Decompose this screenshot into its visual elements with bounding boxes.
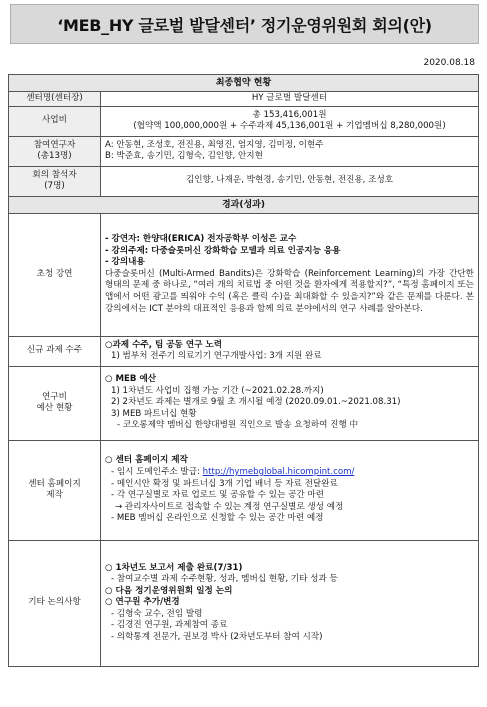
homepage-item-5: - MEB 멤버십 온라인으로 신청할 수 있는 공간 마련 예정 (111, 513, 324, 524)
homepage-item-1 (105, 467, 474, 479)
center-label: 센터명(센터장) (9, 92, 101, 107)
researchers-label: 참여연구자 (33, 139, 76, 150)
homepage-domain-label: - 임시 도메인주소 발급: (111, 466, 203, 477)
budget-status-item-3-sub: - 코오롱제약 멤버십 한양대병원 직인으로 발송 요청하여 진행 中 (117, 420, 359, 431)
other-item-1: - 참여교수별 과제 수주현황, 성과, 멤버십 현황, 기타 성과 등 (111, 574, 338, 585)
lecture-label: 초청 강연 (9, 213, 101, 336)
homepage-label-2: 제작 (46, 490, 63, 501)
lecture-cell (101, 213, 479, 336)
budget-total: 총 153,416,001원 (252, 109, 327, 120)
homepage-cell (101, 440, 479, 540)
other-item-3: - 김경진 연구원, 과제참여 종료 (111, 620, 228, 631)
homepage-item-4: → 관리자사이트로 접속할 수 있는 계정 연구실별로 생성 예정 (115, 501, 344, 512)
attendees-list: 김인향, 나재운, 박현경, 송기민, 안동현, 전진용, 조성호 (101, 166, 479, 196)
researchers-group-a: A: 안동현, 조성호, 전진용, 최영진, 엄지영, 김미정, 이현주 (105, 139, 324, 150)
document-date: 2020.08.18 (423, 58, 475, 68)
budget-cell (101, 106, 479, 136)
other-head-1: ○ 1차년도 보고서 제출 완료(7/31) (105, 562, 243, 573)
attendees-label-cell (9, 166, 101, 196)
budget-status-cell (101, 366, 479, 440)
attendees-count: (7명) (44, 181, 65, 192)
homepage-domain-link[interactable]: http://hymebglobal.hicompint.com/ (202, 466, 355, 477)
budget-status-head: ○ MEB 예산 (105, 374, 157, 385)
document-title: ‘MEB_HY 글로벌 발달센터’ 정기운영위원회 회의(안) (10, 4, 479, 44)
results-section-header: 경과(성과) (9, 196, 479, 213)
homepage-item-2: - 메인시안 확정 및 파트너십 3개 기업 배너 등 자료 전달완료 (111, 478, 338, 489)
researchers-label-cell (9, 136, 101, 166)
lecture-content-head: - 강의내용 (105, 257, 145, 268)
budget-label: 사업비 (9, 106, 101, 136)
new-projects-head: ○과제 수주, 팀 공동 연구 노력 (105, 339, 223, 350)
meeting-table (8, 74, 479, 667)
homepage-label-cell (9, 440, 101, 540)
other-item-4: - 의학통계 전문가, 권보경 박사 (2차년도부터 참여 시작) (111, 632, 323, 643)
lecture-content: 다중슬롯머신 (Multi-Armed Bandits)은 강화학습 (Reinforcement Learning)의 가장 간단한 형태의 문제 중 하나로, “여러 개의 치료법 중 어떤 것을 환자에게 적용할지?”, “특정 홈페이지 또는 앱에서 어떤 광고를 띄워야 수익 (혹은 클릭 수)을 최대화할 수 있을지?”와 같은 문제를 다룬다. 본 강의에서는 ICT 분야의 대표적인 응용과 함께 의료 분야에서의 연구 사례를 알아본다. (105, 268, 474, 314)
new-projects-label: 신규 과제 수주 (9, 336, 101, 366)
budget-status-label-cell (9, 366, 101, 440)
new-projects-item: 1) 범부처 전주기 의료기기 연구개발사업: 3개 지원 완료 (111, 351, 322, 362)
other-cell (101, 540, 479, 666)
researchers-group-b: B: 박준효, 송기민, 김형숙, 김인향, 안지현 (105, 151, 263, 162)
homepage-label-1: 센터 홈페이지 (28, 478, 81, 489)
researchers-count: (총13명) (37, 151, 72, 162)
homepage-head: ○ 센터 홈페이지 제작 (105, 455, 188, 466)
budget-status-item-1: 1) 1차년도 사업비 집행 가능 기간 (~2021.02.28.까지) (111, 385, 324, 396)
lecture-topic: - 강의주제: 다중슬롯머신 강화학습 모델과 의료 인공지능 응용 (105, 245, 341, 256)
other-label: 기타 논의사항 (9, 540, 101, 666)
other-head-3: ○ 연구원 추가/변경 (105, 597, 180, 608)
homepage-item-3: - 각 연구실별로 자료 업로드 및 공유할 수 있는 공간 마련 (111, 490, 325, 501)
other-item-2: - 김형숙 교수, 전임 발령 (111, 608, 203, 619)
budget-status-label-1: 연구비 (42, 391, 67, 402)
budget-status-label-2: 예산 현황 (36, 403, 73, 414)
center-value: HY 글로벌 발달센터 (101, 92, 479, 107)
attendees-label: 회의 참석자 (32, 169, 77, 180)
researchers-cell (101, 136, 479, 166)
budget-status-item-3: 3) MEB 파트너십 현황 (111, 408, 197, 419)
budget-status-item-2: 2) 2차년도 과제는 별개로 9월 초 개시될 예정 (2020.09.01.~2021.08.31) (111, 397, 401, 408)
new-projects-cell (101, 336, 479, 366)
other-head-2: ○ 다음 정기운영위원회 일정 논의 (105, 585, 233, 596)
budget-detail: (협약액 100,000,000원 + 수주과제 45,136,001원 + 기업멤버십 8,280,000원) (133, 121, 446, 132)
lecture-speaker: - 강연자: 한양대(ERICA) 전자공학부 이성은 교수 (105, 234, 297, 245)
status-section-header: 최종협약 현황 (9, 75, 479, 92)
